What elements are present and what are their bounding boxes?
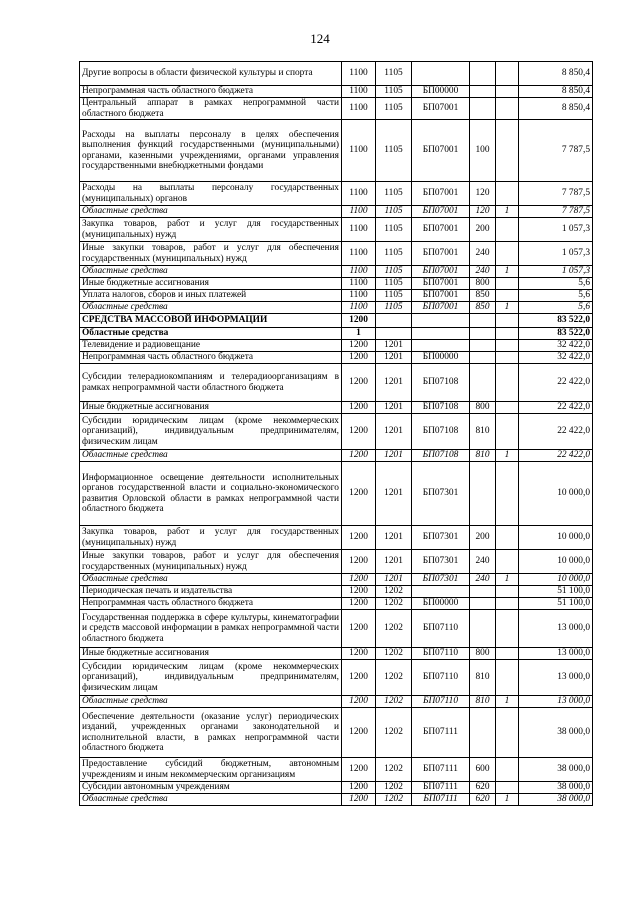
amount-cell: 7 787,5	[519, 120, 593, 182]
target-article-cell: БП07001	[412, 120, 470, 182]
subsection-code-cell: 1202	[376, 696, 412, 708]
item-name-cell: Областные средства	[80, 266, 342, 278]
amount-cell: 13 000,0	[519, 648, 593, 660]
target-article-cell: БП07108	[412, 450, 470, 462]
amount-cell: 38 000,0	[519, 758, 593, 782]
item-name-cell: Иные закупки товаров, работ и услуг для обеспечения государственных (муниципальных) нужд	[80, 242, 342, 266]
item-name-cell: Иные бюджетные ассигнования	[80, 648, 342, 660]
amount-cell: 13 000,0	[519, 696, 593, 708]
item-name-cell: СРЕДСТВА МАССОВОЙ ИНФОРМАЦИИ	[80, 314, 342, 328]
table-row	[80, 340, 593, 352]
subsection-code-cell: 1201	[376, 414, 412, 450]
expense-type-cell: 810	[470, 696, 496, 708]
funding-source-cell	[496, 340, 519, 352]
amount-cell: 13 000,0	[519, 610, 593, 648]
expense-type-cell: 600	[470, 758, 496, 782]
amount-cell: 22 422,0	[519, 364, 593, 402]
expense-type-cell: 800	[470, 648, 496, 660]
section-code-cell: 1100	[342, 302, 376, 314]
subsection-code-cell: 1201	[376, 462, 412, 526]
section-code-cell: 1200	[342, 696, 376, 708]
section-code-cell: 1100	[342, 206, 376, 218]
funding-source-cell	[496, 242, 519, 266]
table-row	[80, 266, 593, 278]
funding-source-cell	[496, 598, 519, 610]
amount-cell: 5,6	[519, 278, 593, 290]
section-code-cell: 1100	[342, 218, 376, 242]
target-article-cell: БП07108	[412, 364, 470, 402]
section-code-cell: 1100	[342, 182, 376, 206]
section-code-cell: 1200	[342, 450, 376, 462]
funding-source-cell	[496, 758, 519, 782]
section-code-cell: 1	[342, 328, 376, 340]
subsection-code-cell: 1105	[376, 302, 412, 314]
table-row	[80, 610, 593, 648]
amount-cell: 38 000,0	[519, 794, 593, 806]
subsection-code-cell: 1105	[376, 86, 412, 98]
section-code-cell: 1100	[342, 266, 376, 278]
funding-source-cell: 1	[496, 302, 519, 314]
table-row	[80, 62, 593, 86]
target-article-cell: БП00000	[412, 352, 470, 364]
item-name-cell: Иные бюджетные ассигнования	[80, 278, 342, 290]
table-row	[80, 86, 593, 98]
section-code-cell: 1200	[342, 462, 376, 526]
expense-type-cell: 850	[470, 302, 496, 314]
subsection-code-cell: 1105	[376, 278, 412, 290]
expense-type-cell	[470, 340, 496, 352]
section-code-cell: 1200	[342, 758, 376, 782]
expense-type-cell	[470, 610, 496, 648]
funding-source-cell	[496, 290, 519, 302]
subsection-code-cell: 1105	[376, 218, 412, 242]
subsection-code-cell: 1105	[376, 120, 412, 182]
subsection-code-cell: 1202	[376, 660, 412, 696]
expense-type-cell: 200	[470, 218, 496, 242]
item-name-cell: Областные средства	[80, 794, 342, 806]
section-code-cell: 1200	[342, 708, 376, 758]
target-article-cell	[412, 314, 470, 328]
subsection-code-cell: 1201	[376, 364, 412, 402]
expense-type-cell	[470, 364, 496, 402]
expense-type-cell: 120	[470, 182, 496, 206]
expense-type-cell: 120	[470, 206, 496, 218]
amount-cell: 38 000,0	[519, 782, 593, 794]
funding-source-cell	[496, 610, 519, 648]
table-row	[80, 98, 593, 120]
item-name-cell: Телевидение и радиовещание	[80, 340, 342, 352]
amount-cell: 8 850,4	[519, 86, 593, 98]
amount-cell: 10 000,0	[519, 462, 593, 526]
amount-cell: 7 787,5	[519, 182, 593, 206]
funding-source-cell	[496, 314, 519, 328]
target-article-cell: БП07111	[412, 708, 470, 758]
target-article-cell: БП07110	[412, 660, 470, 696]
section-code-cell: 1100	[342, 98, 376, 120]
item-name-cell: Иные закупки товаров, работ и услуг для обеспечения государственных (муниципальных) нужд	[80, 550, 342, 574]
subsection-code-cell	[376, 328, 412, 340]
target-article-cell: БП07001	[412, 278, 470, 290]
target-article-cell: БП07301	[412, 550, 470, 574]
section-code-cell: 1200	[342, 610, 376, 648]
section-code-cell: 1200	[342, 526, 376, 550]
section-code-cell: 1200	[342, 598, 376, 610]
funding-source-cell	[496, 414, 519, 450]
expense-type-cell	[470, 328, 496, 340]
subsection-code-cell: 1201	[376, 574, 412, 586]
funding-source-cell	[496, 98, 519, 120]
section-code-cell: 1200	[342, 648, 376, 660]
item-name-cell: Субсидии телерадиокомпаниям и телерадиоорганизациям в рамках непрограммной части областного бюджета	[80, 364, 342, 402]
expense-type-cell	[470, 708, 496, 758]
item-name-cell: Закупка товаров, работ и услуг для государственных (муниципальных) нужд	[80, 218, 342, 242]
funding-source-cell	[496, 708, 519, 758]
expense-type-cell: 810	[470, 414, 496, 450]
table-row	[80, 402, 593, 414]
expense-type-cell: 240	[470, 242, 496, 266]
amount-cell: 32 422,0	[519, 340, 593, 352]
amount-cell: 7 787,5	[519, 206, 593, 218]
amount-cell: 83 522,0	[519, 328, 593, 340]
section-code-cell: 1200	[342, 794, 376, 806]
section-code-cell: 1100	[342, 86, 376, 98]
amount-cell: 1 057,3	[519, 218, 593, 242]
amount-cell: 10 000,0	[519, 550, 593, 574]
target-article-cell: БП07108	[412, 414, 470, 450]
amount-cell: 22 422,0	[519, 402, 593, 414]
target-article-cell: БП07001	[412, 182, 470, 206]
table-row	[80, 708, 593, 758]
target-article-cell	[412, 62, 470, 86]
funding-source-cell	[496, 218, 519, 242]
subsection-code-cell: 1202	[376, 794, 412, 806]
target-article-cell: БП07001	[412, 290, 470, 302]
amount-cell: 10 000,0	[519, 526, 593, 550]
item-name-cell: Расходы на выплаты персоналу государственных (муниципальных) органов	[80, 182, 342, 206]
target-article-cell	[412, 586, 470, 598]
table-row	[80, 414, 593, 450]
section-code-cell: 1100	[342, 278, 376, 290]
item-name-cell: Субсидии автономным учреждениям	[80, 782, 342, 794]
target-article-cell: БП07110	[412, 610, 470, 648]
subsection-code-cell: 1201	[376, 450, 412, 462]
funding-source-cell: 1	[496, 696, 519, 708]
funding-source-cell: 1	[496, 266, 519, 278]
amount-cell: 1 057,3	[519, 242, 593, 266]
funding-source-cell	[496, 660, 519, 696]
target-article-cell	[412, 340, 470, 352]
amount-cell: 83 522,0	[519, 314, 593, 328]
section-code-cell: 1200	[342, 414, 376, 450]
funding-source-cell	[496, 182, 519, 206]
target-article-cell: БП07108	[412, 402, 470, 414]
subsection-code-cell: 1202	[376, 758, 412, 782]
table-row	[80, 206, 593, 218]
funding-source-cell: 1	[496, 794, 519, 806]
item-name-cell: Иные бюджетные ассигнования	[80, 402, 342, 414]
item-name-cell: Непрограммная часть областного бюджета	[80, 86, 342, 98]
target-article-cell: БП07110	[412, 696, 470, 708]
target-article-cell: БП07111	[412, 782, 470, 794]
subsection-code-cell: 1201	[376, 352, 412, 364]
table-row	[80, 586, 593, 598]
item-name-cell: Информационное освещение деятельности исполнительных органов государственной власти и социально-экономического развития Орловской области в рамках непрограммной части областного бюджета	[80, 462, 342, 526]
section-code-cell: 1100	[342, 242, 376, 266]
section-code-cell: 1200	[342, 660, 376, 696]
expense-type-cell: 850	[470, 290, 496, 302]
item-name-cell: Областные средства	[80, 696, 342, 708]
subsection-code-cell: 1201	[376, 526, 412, 550]
subsection-code-cell: 1105	[376, 290, 412, 302]
subsection-code-cell	[376, 314, 412, 328]
funding-source-cell	[496, 462, 519, 526]
table-row	[80, 550, 593, 574]
funding-source-cell	[496, 648, 519, 660]
funding-source-cell	[496, 402, 519, 414]
section-code-cell: 1100	[342, 120, 376, 182]
expense-type-cell: 240	[470, 550, 496, 574]
table-row	[80, 314, 593, 328]
funding-source-cell	[496, 328, 519, 340]
amount-cell: 22 422,0	[519, 450, 593, 462]
expense-type-cell: 240	[470, 574, 496, 586]
expense-type-cell	[470, 86, 496, 98]
table-row	[80, 120, 593, 182]
item-name-cell: Областные средства	[80, 328, 342, 340]
amount-cell: 22 422,0	[519, 414, 593, 450]
funding-source-cell	[496, 526, 519, 550]
section-code-cell: 1200	[342, 364, 376, 402]
funding-source-cell	[496, 782, 519, 794]
page-number: 124	[310, 31, 330, 46]
subsection-code-cell: 1202	[376, 586, 412, 598]
target-article-cell: БП00000	[412, 86, 470, 98]
item-name-cell: Субсидии юридическим лицам (кроме некоммерческих организаций), индивидуальным предпринимателям, физическим лицам	[80, 414, 342, 450]
subsection-code-cell: 1105	[376, 242, 412, 266]
target-article-cell: БП00000	[412, 598, 470, 610]
target-article-cell: БП07001	[412, 218, 470, 242]
amount-cell: 8 850,4	[519, 62, 593, 86]
subsection-code-cell: 1105	[376, 266, 412, 278]
funding-source-cell	[496, 550, 519, 574]
table-row	[80, 758, 593, 782]
target-article-cell: БП07110	[412, 648, 470, 660]
item-name-cell: Областные средства	[80, 574, 342, 586]
target-article-cell: БП07001	[412, 302, 470, 314]
table-row	[80, 450, 593, 462]
funding-source-cell	[496, 62, 519, 86]
funding-source-cell	[496, 278, 519, 290]
table-row	[80, 526, 593, 550]
table-row	[80, 648, 593, 660]
funding-source-cell	[496, 586, 519, 598]
item-name-cell: Областные средства	[80, 302, 342, 314]
section-code-cell: 1200	[342, 574, 376, 586]
item-name-cell: Непрограммная часть областного бюджета	[80, 352, 342, 364]
section-code-cell: 1200	[342, 340, 376, 352]
subsection-code-cell: 1202	[376, 782, 412, 794]
item-name-cell: Предоставление субсидий бюджетным, автономным учреждениям и иным некоммерческим организациям	[80, 758, 342, 782]
section-code-cell: 1100	[342, 62, 376, 86]
table-row	[80, 660, 593, 696]
table-row	[80, 290, 593, 302]
amount-cell: 51 100,0	[519, 598, 593, 610]
subsection-code-cell: 1105	[376, 98, 412, 120]
section-code-cell: 1200	[342, 402, 376, 414]
subsection-code-cell: 1201	[376, 550, 412, 574]
amount-cell: 1 057,3	[519, 266, 593, 278]
expense-type-cell: 620	[470, 782, 496, 794]
item-name-cell: Субсидии юридическим лицам (кроме некоммерческих организаций), индивидуальным предпринимателям, физическим лицам	[80, 660, 342, 696]
table-row	[80, 598, 593, 610]
subsection-code-cell: 1105	[376, 62, 412, 86]
table-row	[80, 782, 593, 794]
subsection-code-cell: 1202	[376, 648, 412, 660]
target-article-cell: БП07301	[412, 462, 470, 526]
item-name-cell: Уплата налогов, сборов и иных платежей	[80, 290, 342, 302]
table-row	[80, 352, 593, 364]
table-row	[80, 278, 593, 290]
item-name-cell: Периодическая печать и издательства	[80, 586, 342, 598]
item-name-cell: Другие вопросы в области физической культуры и спорта	[80, 62, 342, 86]
subsection-code-cell: 1202	[376, 708, 412, 758]
expense-type-cell	[470, 314, 496, 328]
expense-type-cell: 100	[470, 120, 496, 182]
target-article-cell: БП07001	[412, 266, 470, 278]
funding-source-cell	[496, 120, 519, 182]
target-article-cell: БП07111	[412, 758, 470, 782]
target-article-cell: БП07001	[412, 98, 470, 120]
target-article-cell	[412, 328, 470, 340]
table-row	[80, 302, 593, 314]
target-article-cell: БП07301	[412, 574, 470, 586]
expense-type-cell	[470, 598, 496, 610]
amount-cell: 5,6	[519, 302, 593, 314]
amount-cell: 51 100,0	[519, 586, 593, 598]
expense-type-cell	[470, 98, 496, 120]
target-article-cell: БП07001	[412, 242, 470, 266]
expense-type-cell: 800	[470, 278, 496, 290]
item-name-cell: Закупка товаров, работ и услуг для государственных (муниципальных) нужд	[80, 526, 342, 550]
item-name-cell: Областные средства	[80, 206, 342, 218]
table-row	[80, 218, 593, 242]
subsection-code-cell: 1202	[376, 610, 412, 648]
table-row	[80, 364, 593, 402]
subsection-code-cell: 1201	[376, 402, 412, 414]
item-name-cell: Государственная поддержка в сфере культуры, кинематографии и средств массовой информации в рамках непрограммной части областного бюджета	[80, 610, 342, 648]
section-code-cell: 1100	[342, 290, 376, 302]
budget-table	[79, 61, 593, 806]
table-row	[80, 328, 593, 340]
table-row	[80, 574, 593, 586]
funding-source-cell	[496, 364, 519, 402]
expense-type-cell: 240	[470, 266, 496, 278]
expense-type-cell	[470, 462, 496, 526]
expense-type-cell	[470, 352, 496, 364]
amount-cell: 38 000,0	[519, 708, 593, 758]
expense-type-cell: 200	[470, 526, 496, 550]
item-name-cell: Областные средства	[80, 450, 342, 462]
amount-cell: 8 850,4	[519, 98, 593, 120]
subsection-code-cell: 1201	[376, 340, 412, 352]
expense-type-cell: 810	[470, 660, 496, 696]
expense-type-cell	[470, 62, 496, 86]
item-name-cell: Непрограммная часть областного бюджета	[80, 598, 342, 610]
item-name-cell: Центральный аппарат в рамках непрограммной части областного бюджета	[80, 98, 342, 120]
section-code-cell: 1200	[342, 352, 376, 364]
section-code-cell: 1200	[342, 586, 376, 598]
funding-source-cell: 1	[496, 206, 519, 218]
expense-type-cell	[470, 586, 496, 598]
funding-source-cell: 1	[496, 574, 519, 586]
expense-type-cell: 810	[470, 450, 496, 462]
item-name-cell: Расходы на выплаты персоналу в целях обеспечения выполнения функций государственными (муниципальными) органами, казенными учреждениями, органами управления государственными внебюджетными фондами	[80, 120, 342, 182]
subsection-code-cell: 1202	[376, 598, 412, 610]
item-name-cell: Обеспечение деятельности (оказание услуг) периодических изданий, учрежденных органами законодательной и исполнительной власти, в рамках непрограммной части областного бюджета	[80, 708, 342, 758]
expense-type-cell: 800	[470, 402, 496, 414]
target-article-cell: БП07001	[412, 206, 470, 218]
amount-cell: 10 000,0	[519, 574, 593, 586]
funding-source-cell	[496, 352, 519, 364]
table-row	[80, 462, 593, 526]
section-code-cell: 1200	[342, 314, 376, 328]
funding-source-cell: 1	[496, 450, 519, 462]
subsection-code-cell: 1105	[376, 182, 412, 206]
amount-cell: 5,6	[519, 290, 593, 302]
amount-cell: 32 422,0	[519, 352, 593, 364]
amount-cell: 13 000,0	[519, 660, 593, 696]
table-row	[80, 696, 593, 708]
section-code-cell: 1200	[342, 550, 376, 574]
subsection-code-cell: 1105	[376, 206, 412, 218]
expense-type-cell: 620	[470, 794, 496, 806]
target-article-cell: БП07301	[412, 526, 470, 550]
funding-source-cell	[496, 86, 519, 98]
table-row	[80, 794, 593, 806]
table-row	[80, 182, 593, 206]
table-row	[80, 242, 593, 266]
target-article-cell: БП07111	[412, 794, 470, 806]
section-code-cell: 1200	[342, 782, 376, 794]
